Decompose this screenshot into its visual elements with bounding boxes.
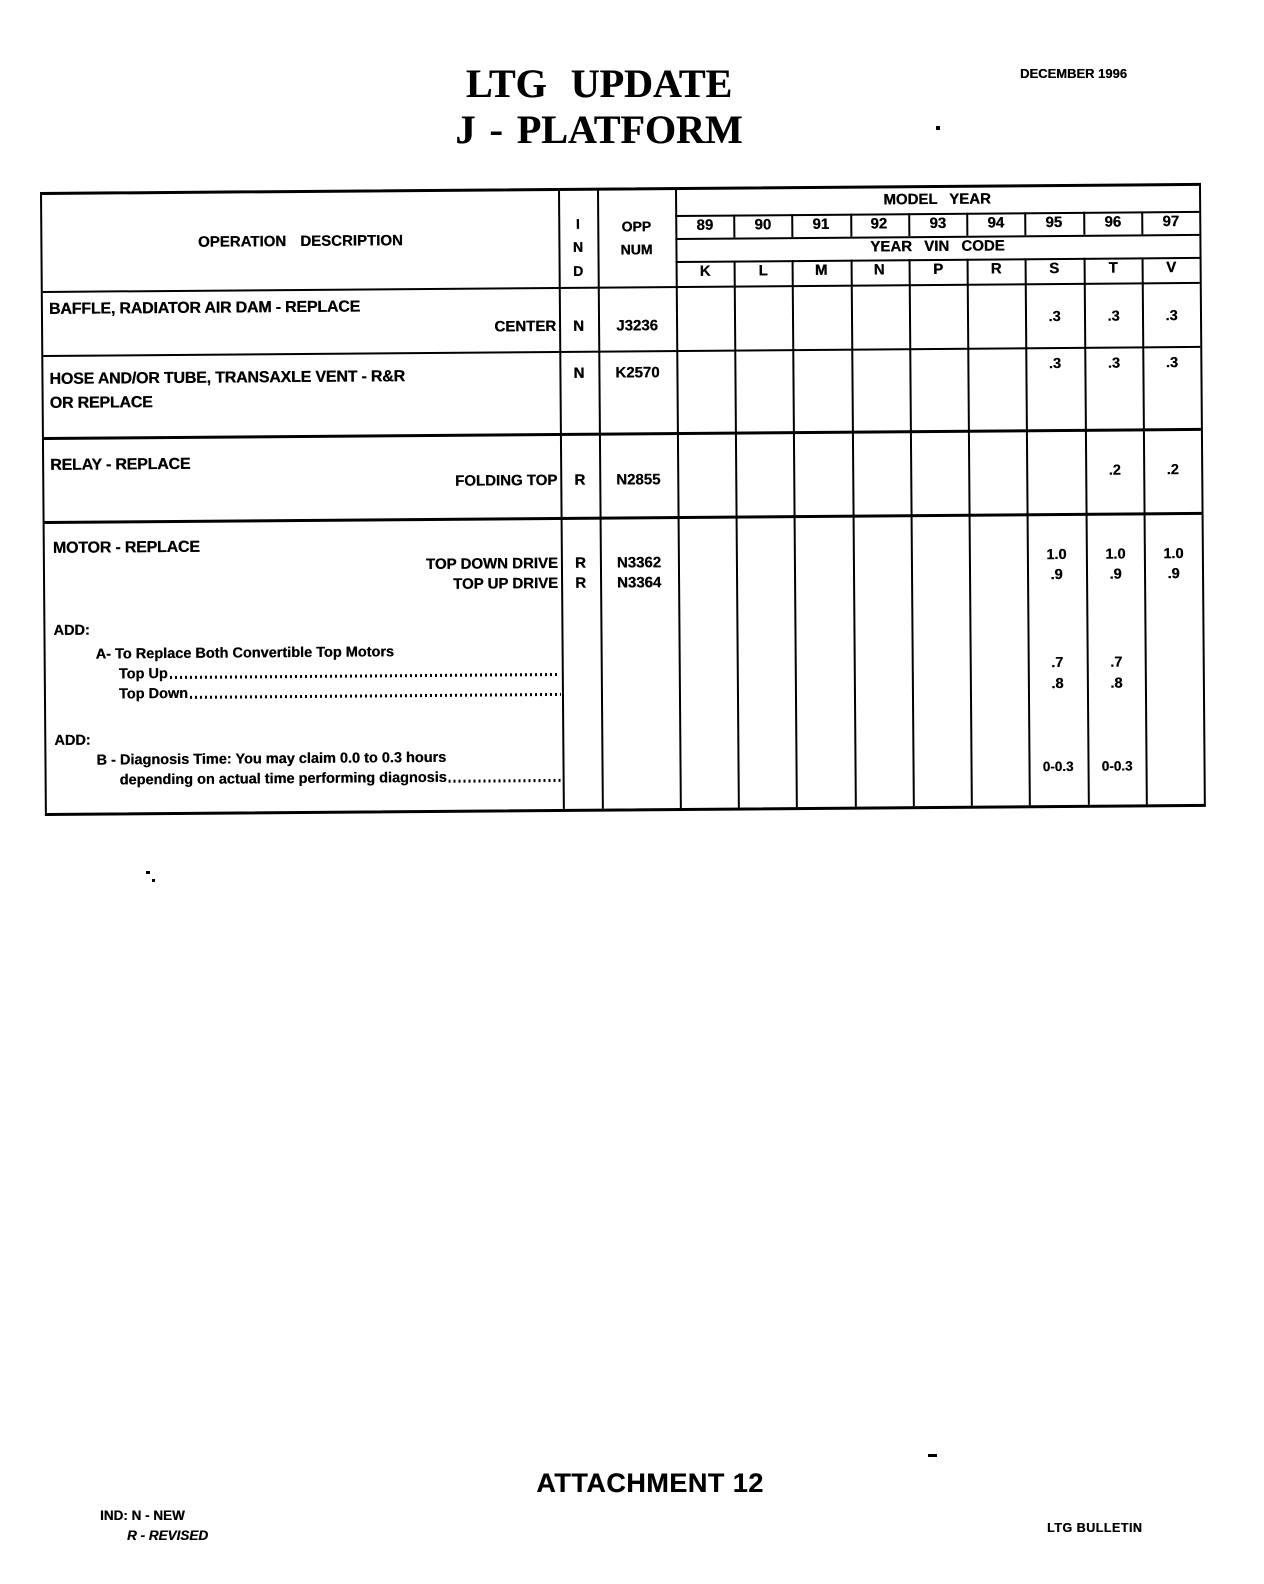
add-b-line2	[120, 766, 563, 788]
motor-top-up-ind: R	[575, 574, 587, 592]
operation-description-header: OPERATION DESCRIPTION	[197, 232, 403, 251]
baffle-row-operation: BAFFLE, RADIATOR AIR DAM - REPLACE	[48, 298, 361, 318]
hose-row-operation-line2: OR REPLACE	[49, 394, 153, 412]
motor-top-up-value-97: .9	[1167, 566, 1180, 583]
hose-row-ind: N	[573, 364, 585, 382]
ltg-bulletin-label: LTG BULLETIN	[1047, 1521, 1143, 1535]
baffle-value-97: .3	[1165, 308, 1178, 325]
year-header: 94	[987, 214, 1005, 232]
hose-value-96: .3	[1107, 355, 1120, 372]
relay-row-ind: R	[574, 471, 586, 489]
opp-num-header: OPP	[621, 218, 652, 235]
add-a-top-up-label: Top Up	[118, 666, 168, 683]
year-header: 92	[870, 215, 888, 233]
motor-top-down-variant: TOP DOWN DRIVE	[425, 554, 558, 573]
labor-time-table	[40, 183, 1206, 816]
add-a-top-down-label: Top Down	[118, 685, 189, 703]
motor-top-down-value-96: 1.0	[1105, 546, 1126, 563]
table-grid-line	[851, 260, 857, 807]
relay-row-variant: FOLDING TOP	[454, 471, 558, 490]
relay-value-96: .2	[1108, 462, 1121, 479]
opp-num-header: NUM	[620, 241, 653, 258]
add-a-description: A- To Replace Both Convertible Top Motors	[95, 644, 395, 663]
add-a-label: ADD:	[53, 622, 90, 639]
motor-row-operation: MOTOR - REPLACE	[52, 538, 200, 557]
add-b-label: ADD:	[54, 732, 91, 749]
table-grid-line	[558, 191, 565, 809]
add-b-value-95: 0-0.3	[1042, 758, 1074, 775]
add-a-top-down-line	[119, 680, 561, 702]
vin-code-header: M	[814, 261, 828, 279]
year-header: 97	[1162, 213, 1180, 231]
add-a-top-up-line	[119, 660, 559, 682]
table-grid-line	[1142, 257, 1148, 804]
baffle-row-opp-num: J3236	[616, 317, 658, 335]
vin-code-header: L	[758, 262, 768, 280]
scan-artifact-speck	[146, 871, 150, 874]
add-a-top-down-value-95: .8	[1051, 675, 1064, 693]
dotted-leader	[170, 673, 559, 679]
add-b-line2-label: depending on actual time performing diagnosis	[119, 769, 447, 789]
motor-top-up-value-95: .9	[1050, 566, 1063, 584]
table-grid-line	[792, 260, 798, 807]
motor-top-down-opp-num: N3362	[616, 554, 662, 572]
year-header: 91	[812, 215, 830, 233]
vin-code-header: N	[873, 261, 885, 279]
page-title: LTG UPDATE	[465, 61, 733, 106]
table-grid-line	[597, 191, 604, 809]
motor-top-up-value-96: .9	[1109, 566, 1122, 583]
date-label: DECEMBER 1996	[1020, 66, 1127, 81]
hose-row-opp-num: K2570	[615, 364, 660, 382]
table-grid-line	[1084, 258, 1090, 805]
hose-value-95: .3	[1048, 355, 1061, 373]
table-grid-line	[1025, 258, 1031, 805]
baffle-value-96: .3	[1107, 308, 1120, 325]
ind-legend-new: IND: N - NEW	[100, 1508, 185, 1523]
add-b-value-96: 0-0.3	[1101, 758, 1133, 774]
add-a-top-down-value-96: .8	[1110, 675, 1123, 692]
relay-row-operation: RELAY - REPLACE	[50, 455, 191, 474]
motor-top-up-opp-num: N3364	[616, 574, 662, 592]
ind-header-letter: D	[573, 262, 584, 279]
vin-code-header: V	[1166, 259, 1177, 277]
ind-header-letter: I	[575, 215, 580, 232]
table-grid-line	[909, 259, 915, 806]
year-header: 89	[696, 216, 714, 234]
baffle-row-ind: N	[573, 317, 585, 335]
table-grid-line	[675, 190, 682, 808]
ind-legend-revised: R - REVISED	[127, 1528, 209, 1543]
vin-code-header: T	[1108, 259, 1118, 277]
vin-code-header: R	[990, 260, 1002, 278]
model-year-header: MODEL YEAR	[883, 190, 991, 209]
table-grid-line	[734, 261, 740, 808]
add-a-top-up-value-96: .7	[1110, 654, 1123, 671]
relay-row-opp-num: N2855	[616, 471, 661, 489]
add-b-line1: B - Diagnosis Time: You may claim 0.0 to 0.3 hours	[96, 749, 447, 769]
page-subtitle: J - PLATFORM	[455, 107, 743, 152]
motor-top-down-value-95: 1.0	[1046, 546, 1067, 564]
year-vin-code-header: YEAR VIN CODE	[870, 237, 1005, 256]
motor-top-down-value-97: 1.0	[1163, 546, 1184, 563]
ind-header-letter: N	[572, 238, 584, 255]
year-header: 93	[929, 214, 947, 233]
scan-artifact-dot	[936, 126, 940, 130]
vin-code-header: K	[699, 262, 711, 280]
vin-code-header: S	[1049, 259, 1060, 278]
scan-artifact-speck	[152, 879, 155, 882]
vin-code-header: P	[933, 260, 944, 278]
relay-value-97: .2	[1166, 462, 1179, 479]
attachment-label: ATTACHMENT 12	[536, 1468, 764, 1498]
table-grid-line	[967, 259, 973, 806]
scan-artifact-dash	[928, 1454, 937, 1457]
year-header: 96	[1104, 213, 1122, 231]
year-header: 90	[754, 216, 772, 234]
hose-value-97: .3	[1165, 355, 1178, 372]
add-a-top-up-value-95: .7	[1051, 654, 1064, 672]
year-header: 95	[1045, 213, 1063, 232]
hose-row-operation: HOSE AND/OR TUBE, TRANSAXLE VENT - R&R	[49, 368, 405, 388]
dotted-leader	[190, 693, 561, 699]
motor-top-down-ind: R	[574, 554, 586, 572]
baffle-row-variant: CENTER	[494, 317, 557, 336]
motor-top-up-variant: TOP UP DRIVE	[452, 574, 559, 593]
dotted-leader	[449, 779, 563, 783]
baffle-value-95: .3	[1048, 308, 1061, 326]
